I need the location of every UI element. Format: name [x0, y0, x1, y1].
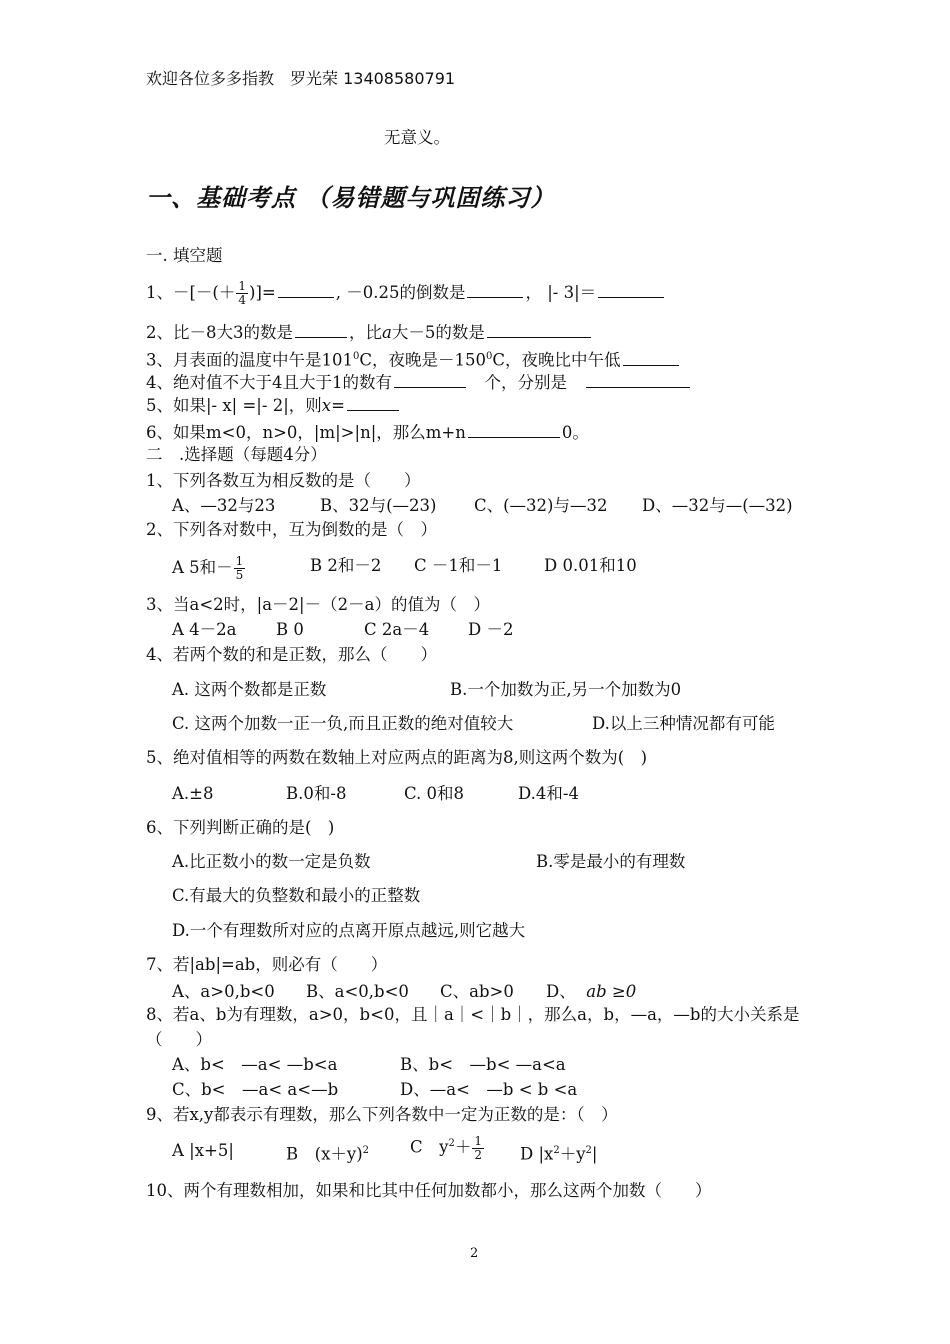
- fill-q2-text-a: 2、比－8大3的数是: [146, 323, 293, 342]
- choice-q5-option-a[interactable]: A.±8: [172, 784, 214, 803]
- fill-q1-text-c: , －0.25的倒数是: [335, 283, 466, 302]
- choice-q4-option-c[interactable]: C. 这两个加数一正一负,而且正数的绝对值较大: [172, 714, 514, 733]
- choice-q7-option-d-expr: ab ≥0: [586, 982, 637, 1001]
- exponent: 2: [553, 1145, 560, 1156]
- choice-q5-option-b[interactable]: B.0和-8: [286, 784, 347, 803]
- choice-q9-option-a[interactable]: A |x+5|: [172, 1141, 234, 1160]
- fill-q6: [146, 421, 589, 444]
- choice-q8: 8、若a、b为有理数，a>0，b<0，且｜a｜<｜b｜，那么a，b，—a，—b的大小关系是: [146, 1005, 800, 1024]
- fill-q3-text-b: C，夜晚是－150: [359, 350, 486, 370]
- answer-blank[interactable]: [347, 394, 399, 411]
- choice-q1: 1、下列各数互为相反数的是（ ）: [146, 471, 421, 490]
- fill-heading: 一. 填空题: [146, 246, 223, 265]
- choice-q3-option-d[interactable]: D －2: [468, 620, 514, 639]
- choice-heading: 二 .选择题（每题4分）: [146, 445, 327, 464]
- choice-q4-option-d[interactable]: D.以上三种情况都有可能: [592, 714, 775, 733]
- choice-q8-cont: （ ）: [146, 1030, 212, 1049]
- choice-q7: 7、若|ab|=ab，则必有（ ）: [146, 955, 388, 974]
- answer-blank[interactable]: [467, 281, 523, 298]
- intro-text: 无意义。: [384, 128, 450, 147]
- fraction-numerator: 1: [238, 279, 247, 293]
- choice-q4-option-b[interactable]: B.一个加数为正,另一个加数为0: [450, 680, 682, 699]
- answer-blank[interactable]: [394, 371, 466, 388]
- page-header: 欢迎各位多多指教 罗光荣 13408580791: [146, 69, 456, 88]
- choice-q5-option-d[interactable]: D.4和-4: [518, 784, 579, 803]
- fill-q2-text-b: ，比: [349, 323, 382, 342]
- choice-q6-option-a[interactable]: A.比正数小的数一定是负数: [172, 852, 371, 871]
- exponent: 2: [362, 1145, 370, 1156]
- answer-blank[interactable]: [598, 281, 664, 298]
- answer-blank[interactable]: [468, 421, 560, 438]
- choice-q7-option-c[interactable]: C、ab>0: [440, 982, 514, 1001]
- fraction: [472, 1135, 484, 1162]
- choice-q2-option-c[interactable]: C －1和－1: [414, 556, 503, 575]
- choice-q3-option-a[interactable]: A 4－2a: [172, 620, 237, 639]
- fraction-numerator: 1: [474, 1133, 482, 1148]
- plus-sign: ＋: [454, 1137, 472, 1157]
- fill-q1: [146, 280, 666, 307]
- choice-q9: 9、若x,y都表示有理数，那么下列各数中一定为正数的是：（ ）: [146, 1105, 618, 1124]
- choice-q6-option-d[interactable]: D.一个有理数所对应的点离开原点越远,则它越大: [172, 921, 526, 940]
- fill-q4-text-b: 个，分别是: [484, 373, 567, 392]
- choice-q4: 4、若两个数的和是正数，那么（ ）: [146, 645, 437, 664]
- choice-q7-option-d-label: D、: [546, 982, 576, 1001]
- fill-q5-text-a: 5、如果|- x| =|- 2|，则: [146, 396, 322, 415]
- choice-q6-option-b[interactable]: B.零是最小的有理数: [536, 852, 686, 871]
- choice-q3-option-b[interactable]: B 0: [276, 620, 304, 639]
- fill-q5: [146, 394, 401, 417]
- answer-blank[interactable]: [487, 321, 591, 338]
- choice-q8-option-c[interactable]: C、b< —a< a<—b: [172, 1080, 339, 1099]
- choice-q10: 10、两个有理数相加，如果和比其中任何加数都小，那么这两个加数（ ）: [146, 1181, 712, 1200]
- choice-q3: 3、当a<2时，|a－2|－（2－a）的值为（ ）: [146, 595, 490, 614]
- fill-q3-text-c: C，夜晚比中午低: [492, 350, 621, 370]
- answer-blank[interactable]: [623, 349, 679, 366]
- variable: x: [321, 396, 332, 415]
- choice-q6-option-c[interactable]: C.有最大的负整数和最小的正整数: [172, 886, 421, 905]
- choice-q4-option-a[interactable]: A. 这两个数都是正数: [172, 680, 327, 699]
- fraction: [236, 280, 248, 307]
- fill-q4: [146, 371, 692, 394]
- choice-q9-option-c[interactable]: [410, 1133, 485, 1162]
- choice-q9-option-c-text: C y: [410, 1137, 449, 1157]
- choice-q9-option-b-text: B (x＋y): [286, 1144, 363, 1164]
- choice-q6: 6、下列判断正确的是( ): [146, 818, 335, 837]
- choice-q2-option-d[interactable]: D 0.01和10: [544, 556, 637, 575]
- choice-q7-option-a[interactable]: A、a>0,b<0: [172, 982, 275, 1001]
- fraction-denominator: 5: [235, 568, 244, 582]
- answer-blank[interactable]: [586, 371, 690, 388]
- page-number: 2: [470, 1246, 479, 1261]
- answer-blank[interactable]: [295, 321, 347, 338]
- fraction: [234, 555, 246, 582]
- choice-q2-option-a-text: A 5和－: [172, 558, 233, 577]
- fill-q1-text-d: ， |- 3|＝: [525, 283, 597, 302]
- choice-q8-option-b[interactable]: B、b< —b< —a<a: [400, 1055, 566, 1074]
- choice-q9-option-b[interactable]: [286, 1140, 369, 1166]
- fill-q4-text-a: 4、绝对值不大于4且大于1的数有: [146, 373, 392, 392]
- fill-q5-text-b: =: [331, 396, 345, 415]
- choice-q7-option-b[interactable]: B、a<0,b<0: [306, 982, 409, 1001]
- exponent: 2: [448, 1138, 455, 1149]
- choice-q5: 5、绝对值相等的两数在数轴上对应两点的距离为8,则这两个数为( ): [146, 748, 648, 767]
- fill-q6-text-b: 0。: [561, 423, 589, 442]
- fraction-numerator: 1: [235, 554, 244, 568]
- choice-q1-option-d[interactable]: D、—32与—(—32): [642, 496, 793, 515]
- choice-q1-option-a[interactable]: A、—32与23: [172, 496, 276, 515]
- degree-mark: 0: [486, 351, 493, 362]
- choice-q5-option-c[interactable]: C. 0和8: [404, 784, 465, 803]
- choice-q2-option-a[interactable]: [172, 555, 246, 582]
- exponent: 2: [585, 1145, 592, 1156]
- choice-q7-option-d[interactable]: [546, 981, 636, 1003]
- fill-q3-text-a: 3、月表面的温度中午是101: [146, 350, 353, 370]
- fill-q1-text-a: 1、－[－(＋: [146, 283, 236, 302]
- section-title: 一、基础考点 （易错题与巩固练习）: [146, 184, 556, 212]
- variable: a: [382, 323, 392, 342]
- fraction-denominator: 2: [474, 1147, 482, 1162]
- choice-q3-option-c[interactable]: C 2a－4: [364, 620, 430, 639]
- answer-blank[interactable]: [278, 281, 334, 298]
- choice-q9-option-d[interactable]: [520, 1140, 597, 1166]
- fill-q6-text-a: 6、如果m<0，n>0，|m|>|n|，那么m+n: [146, 423, 466, 442]
- fill-q1-text-b: )]=: [249, 283, 276, 302]
- degree-mark: 0: [353, 351, 360, 362]
- choice-q1-option-c[interactable]: C、(—32)与—32: [474, 496, 608, 515]
- choice-q2-option-b[interactable]: B 2和－2: [310, 556, 382, 575]
- choice-q1-option-b[interactable]: B、32与(—23): [320, 496, 437, 515]
- fill-q2: [146, 321, 593, 344]
- choice-q8-option-d[interactable]: D、—a< —b < b <a: [400, 1080, 578, 1099]
- choice-q8-option-a[interactable]: A、b< —a< —b<a: [172, 1055, 338, 1074]
- fill-q2-text-c: 大－5的数是: [391, 323, 485, 342]
- choice-q9-option-d-text-b: ＋y: [559, 1144, 586, 1164]
- choice-q2: 2、下列各对数中，互为倒数的是（ ）: [146, 520, 437, 539]
- fill-q3: [146, 346, 681, 372]
- fraction-denominator: 4: [238, 293, 247, 307]
- choice-q9-option-d-text-c: |: [591, 1144, 598, 1164]
- choice-q9-option-d-text-a: D |x: [520, 1144, 554, 1164]
